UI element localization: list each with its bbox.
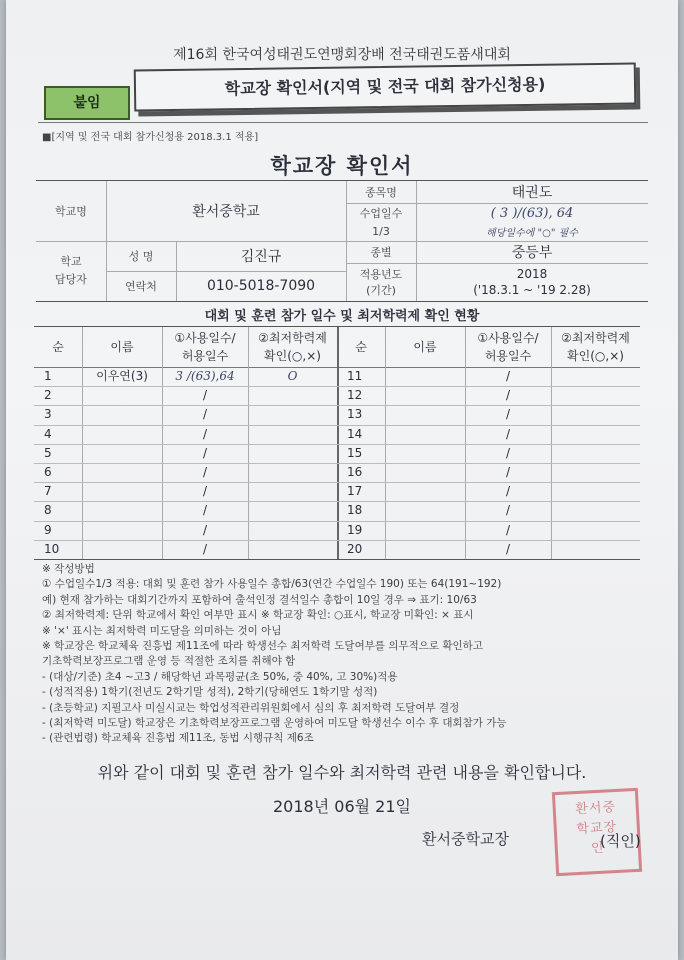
table-cell-name [82, 425, 162, 444]
participation-table [34, 326, 640, 560]
table-cell-days: / [202, 503, 208, 518]
guide-line: - (관련법령) 학교체육 진흥법 제11조, 동법 시행규칙 제6조 [42, 732, 314, 745]
table-cell-check: O [287, 369, 298, 384]
guide-line: ※ 작성방법 [42, 563, 95, 575]
guide-line: - (초등학교) 지필고사 미실시교는 학업성적관리위원회에서 심의 후 최저학력 도달여부 결정 [42, 701, 460, 714]
sport-label: 종목명 [365, 186, 397, 199]
section-title: 대회 및 훈련 참가 일수 및 최저학력제 확인 현황 [204, 309, 480, 324]
table-cell-name [82, 463, 162, 482]
table-cell-days: / [505, 445, 511, 460]
guide-line: ※ '×' 표시는 최저학력 미도달을 의미하는 것이 아님 [42, 624, 282, 637]
table-cell-check [551, 501, 640, 520]
table-cell-check [248, 501, 337, 520]
table-cell-check [551, 521, 640, 540]
table-cell-name [385, 463, 465, 482]
table-cell-name [82, 405, 162, 424]
banner-title: 학교장 확인서(지역 및 전국 대회 참가신청용) [134, 62, 637, 111]
table-cell-days: / [505, 369, 511, 384]
table-cell-name [385, 501, 465, 520]
table-cell-check [248, 540, 337, 559]
table-cell-no: 11 [347, 369, 363, 384]
col-name-header-right: 이름 [413, 339, 437, 354]
class-days-value: ( 3 )/(63), 64 [490, 205, 574, 221]
table-cell-no: 5 [44, 445, 52, 460]
period-label: 적용년도 [359, 268, 403, 281]
guide-line: - (대상/기준) 초4 ~고3 / 해당학년 과목평균(초 50%, 중 40%, 고 30%)적용 [42, 670, 398, 683]
table-cell-days: / [505, 426, 511, 441]
table-cell-days: / [202, 407, 208, 422]
guide-line: - (성적적용) 1학기(전년도 2학기말 성적), 2학기(당해연도 1학기말 성적) [42, 686, 378, 699]
table-cell-days: / [202, 522, 208, 537]
guide-line: 예) 현재 참가하는 대회기간까지 포함하여 출석인정 결석일수 총합이 10일 경우 ⇒ 표기: 10/63 [42, 593, 477, 606]
table-cell-days: / [505, 541, 511, 556]
table-cell-no: 1 [44, 369, 52, 384]
name-label: 성 명 [128, 250, 154, 263]
table-cell-days: / [202, 426, 208, 441]
col-days-header-2: 허용일수 [181, 348, 229, 363]
table-cell-days: / [202, 484, 208, 499]
class-days-label: 수업일수 [359, 207, 403, 220]
table-cell-name [82, 540, 162, 559]
table-cell-name [82, 444, 162, 463]
table-cell-name [82, 501, 162, 520]
col-name-header: 이름 [110, 339, 134, 354]
table-cell-check [248, 386, 337, 405]
table-cell-days: / [202, 465, 208, 480]
table-cell-name [385, 540, 465, 559]
official-seal: 환서중 학교장 인 [552, 788, 642, 876]
col-min-header-right: ②최저학력제 [561, 330, 630, 345]
table-cell-no: 14 [347, 426, 363, 441]
col-no-header: 순 [52, 339, 64, 354]
table-cell-no: 10 [44, 541, 60, 556]
form-note: ■[지역 및 전국 대회 참가신청용 2018.3.1 적용] [42, 132, 259, 143]
table-cell-days: / [505, 407, 511, 422]
col-days-header-right: ①사용일수/ [477, 330, 539, 345]
sport-value: 태권도 [511, 185, 553, 201]
main-title: 학교장 확인서 [270, 154, 414, 178]
table-cell-check [551, 386, 640, 405]
table-cell-name [82, 482, 162, 501]
class-days-fraction: 1/3 [372, 224, 390, 238]
table-cell-name [82, 521, 162, 540]
col-no-header-right: 순 [355, 339, 367, 354]
table-cell-name [385, 521, 465, 540]
contact-value: 010-5018-7090 [206, 278, 316, 294]
confirm-text: 위와 같이 대회 및 훈련 참가 일수와 최저학력 관련 내용을 확인합니다. [97, 763, 587, 782]
guide-line: - (최저학력 미도달) 학교장은 기초학력보장프로그램 운영하여 미도달 학생선수 이수 후 대회참가 가능 [42, 717, 507, 730]
table-cell-no: 6 [44, 465, 52, 480]
table-cell-days: / [505, 503, 511, 518]
table-cell-check [551, 540, 640, 559]
table-cell-no: 9 [44, 522, 52, 537]
table-cell-name [385, 482, 465, 501]
table-cell-no: 13 [347, 407, 363, 422]
stamp-note: (직인) [600, 832, 641, 850]
table-cell-name [385, 444, 465, 463]
date-text: 2018년 06월 21일 [273, 797, 411, 816]
table-cell-days: / [202, 541, 208, 556]
manager-label-2: 담당자 [55, 273, 87, 286]
table-cell-no: 20 [347, 541, 363, 556]
table-cell-no: 3 [44, 407, 52, 422]
table-cell-check [551, 425, 640, 444]
guide-section [42, 562, 654, 747]
table-cell-no: 4 [44, 426, 52, 441]
col-days-header-right-2: 허용일수 [484, 348, 532, 363]
table-cell-no: 2 [44, 388, 52, 403]
table-cell-days: / [505, 484, 511, 499]
col-min-header-right-2: 확인(○,×) [567, 348, 624, 363]
period-year: 2018 [516, 267, 548, 281]
table-cell-name: 이우연(3) [96, 369, 148, 384]
guide-line: ① 수업일수1/3 적용: 대회 및 훈련 참가 사용일수 총합/63(연간 수업일수 190) 또는 64(191~192) [42, 578, 502, 591]
table-cell-check [248, 463, 337, 482]
table-cell-check [551, 405, 640, 424]
table-cell-name [385, 386, 465, 405]
contact-label: 연락처 [125, 280, 157, 293]
table-cell-days: / [505, 522, 511, 537]
table-cell-no: 19 [347, 522, 363, 537]
period-label-2: (기간) [366, 284, 396, 297]
division-value: 중등부 [511, 245, 553, 261]
table-cell-no: 18 [347, 503, 363, 518]
table-cell-name [385, 367, 465, 386]
table-cell-check [248, 521, 337, 540]
guide-line: ② 최저학력제: 단위 학교에서 확인 여부만 표시 ※ 학교장 확인: ○표시, 학교장 미확인: × 표시 [42, 609, 474, 622]
division-label: 종별 [370, 246, 392, 259]
school-value: 환서중학교 [192, 204, 260, 220]
attachment-label: 붙임 [44, 86, 130, 120]
manager-label: 학교 [60, 255, 82, 268]
table-cell-no: 16 [347, 465, 363, 480]
table-cell-name [385, 405, 465, 424]
table-cell-check [248, 405, 337, 424]
guide-line: 기초학력보장프로그램 운영 등 적절한 조치를 취해야 함 [42, 655, 296, 668]
table-cell-no: 15 [347, 445, 363, 460]
guide-line: ※ 학교장은 학교체육 진흥법 제11조에 따라 학생선수 최저학력 도달여부를 의무적으로 확인하고 [42, 640, 483, 653]
table-cell-no: 17 [347, 484, 363, 499]
table-cell-check [551, 463, 640, 482]
school-label: 학교명 [55, 205, 87, 218]
table-cell-check [248, 444, 337, 463]
col-min-header: ②최저학력제 [258, 330, 327, 345]
table-cell-no: 12 [347, 388, 363, 403]
table-cell-days: / [505, 388, 511, 403]
table-cell-days: / [202, 388, 208, 403]
col-days-header: ①사용일수/ [174, 330, 236, 345]
table-cell-check [551, 482, 640, 501]
table-cell-days: 3 /(63),64 [175, 369, 235, 384]
table-cell-check [551, 367, 640, 386]
event-title: 제16회 한국여성태권도연맹회장배 전국태권도품새대회 [173, 47, 511, 63]
divider [38, 122, 648, 123]
signer: 환서중학교장 [422, 830, 509, 848]
info-form [36, 180, 648, 302]
col-min-header-2: 확인(○,×) [264, 348, 321, 363]
table-cell-check [551, 444, 640, 463]
name-value: 김진규 [240, 249, 282, 265]
table-cell-days: / [505, 465, 511, 480]
table-cell-name [385, 425, 465, 444]
table-cell-check [248, 482, 337, 501]
document-sheet [6, 0, 678, 960]
class-days-note: 해당일수에 "○" 필수 [486, 227, 578, 239]
table-cell-name [82, 386, 162, 405]
table-cell-check [248, 425, 337, 444]
period-range: ('18.3.1 ~ '19 2.28) [473, 283, 591, 297]
table-cell-days: / [202, 445, 208, 460]
table-cell-no: 8 [44, 503, 52, 518]
table-cell-no: 7 [44, 484, 52, 499]
